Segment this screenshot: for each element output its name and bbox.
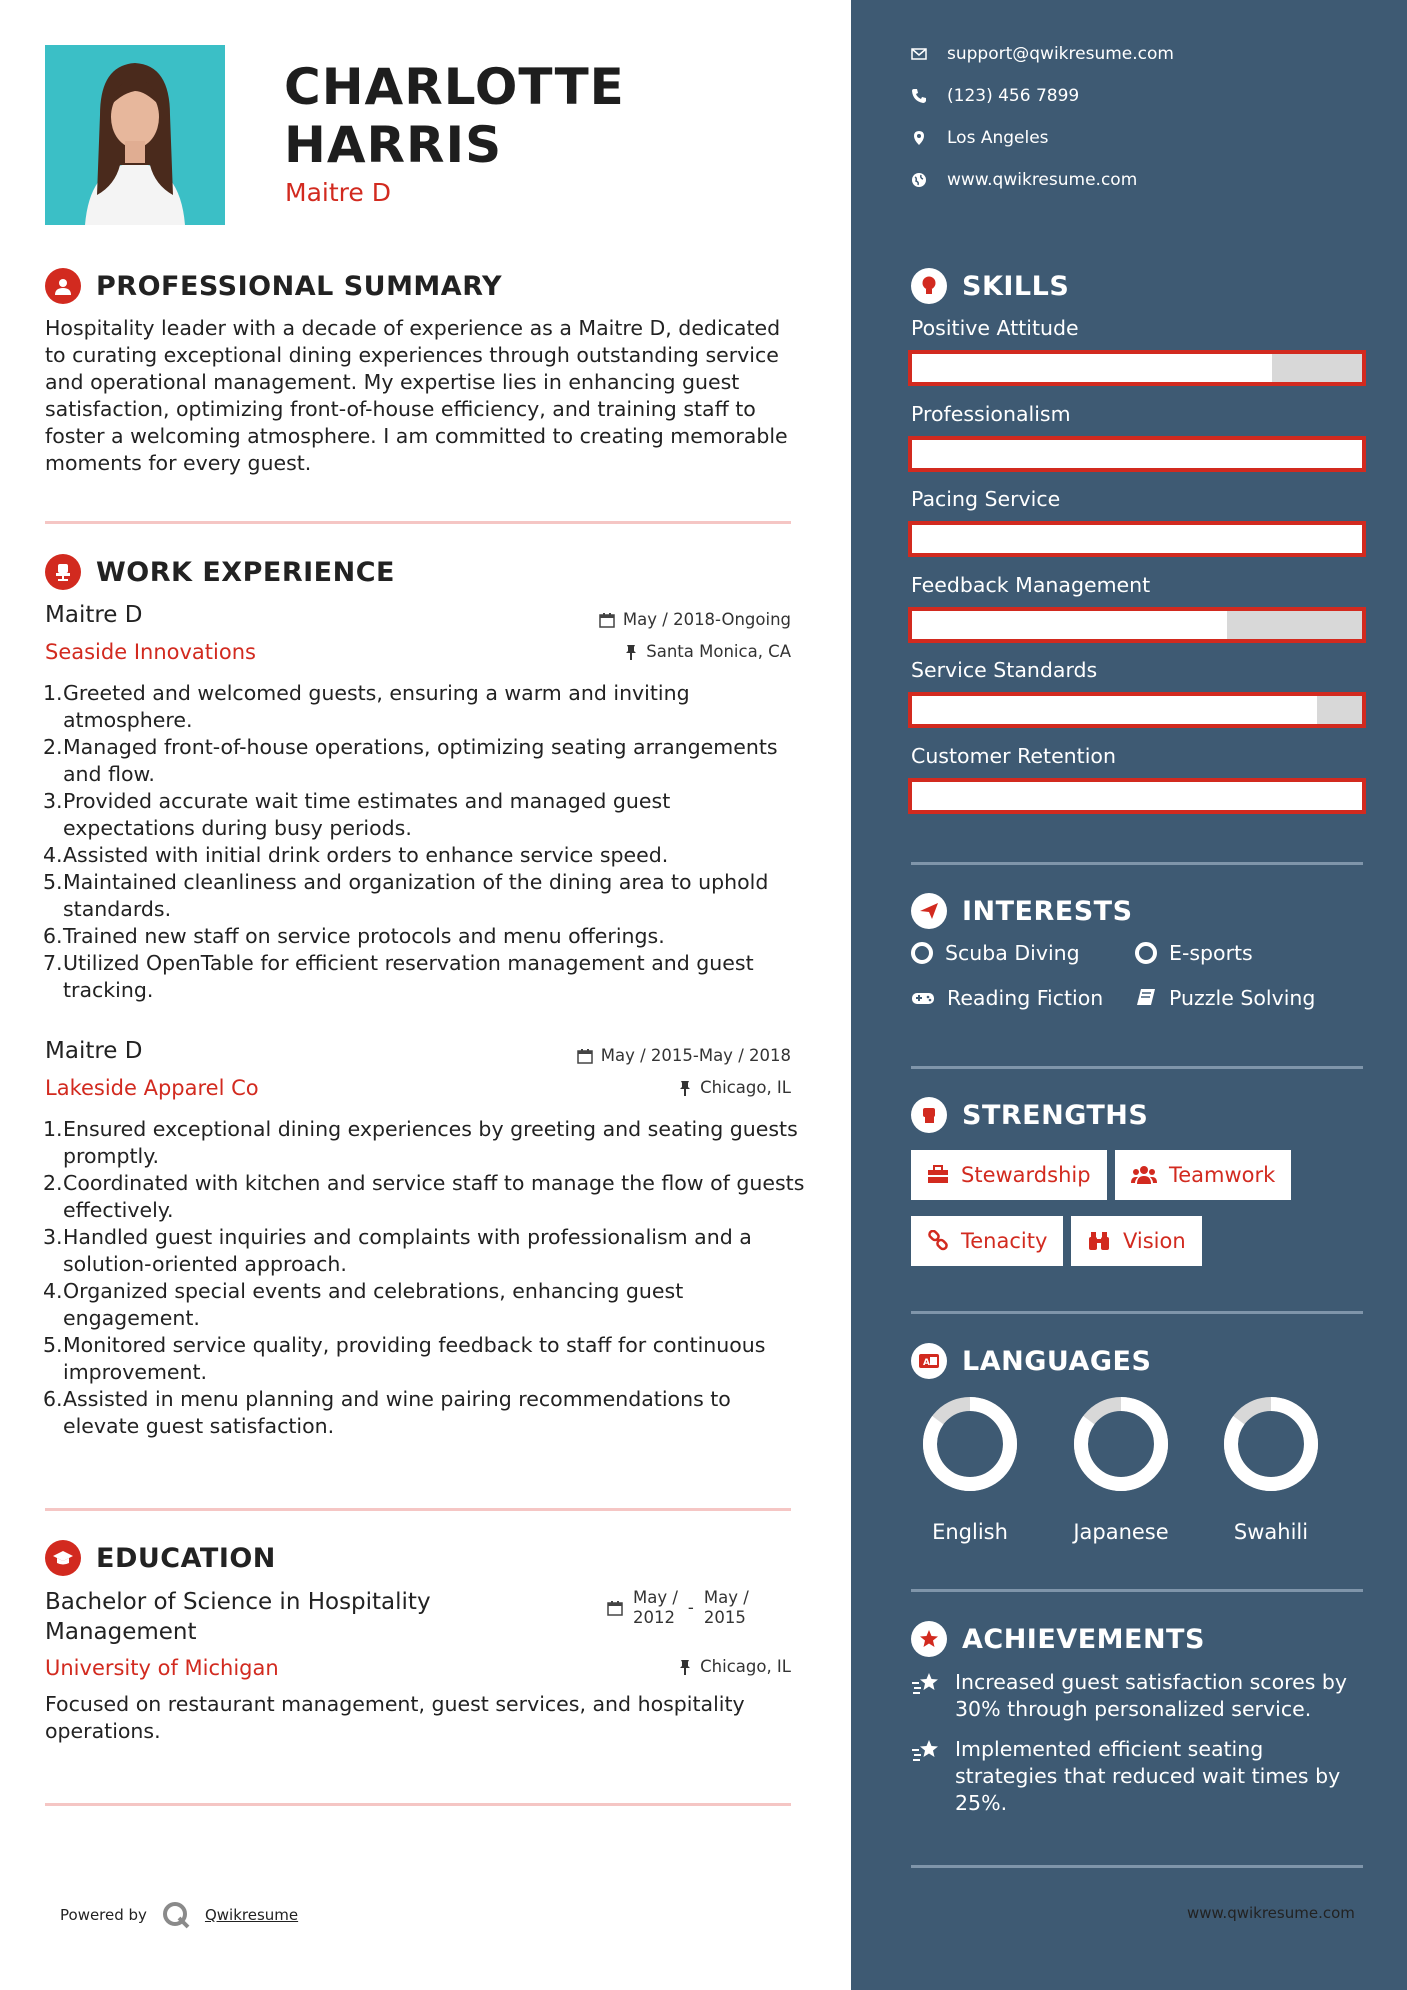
education-header (45, 1540, 276, 1576)
skill-name: Professionalism (911, 401, 1071, 426)
strengths-header (911, 1097, 1148, 1133)
skill-name: Pacing Service (911, 487, 1061, 511)
language-item (1061, 1396, 1181, 1544)
strength-label: Tenacity (961, 1229, 1048, 1253)
shooting-star-icon (911, 1671, 941, 1697)
duty-item: Trained new staff on service protocols and menu offerings. (63, 924, 665, 948)
strength-label: Vision (1123, 1229, 1186, 1253)
job-1-location (624, 642, 791, 661)
divider (911, 1066, 1363, 1069)
language-item (1211, 1396, 1331, 1544)
divider (45, 1803, 791, 1806)
strength-label: Teamwork (1169, 1163, 1276, 1187)
duty-item: Coordinated with kitchen and service staff to manage the flow of guests effectively. (63, 1171, 805, 1222)
strength-badge (1071, 1216, 1202, 1266)
duty-item: Assisted with initial drink orders to enhance service speed. (63, 843, 669, 867)
map-pin-icon (911, 130, 927, 146)
interest-label: Puzzle Solving (1169, 986, 1316, 1010)
contact-phone[interactable] (911, 86, 1079, 106)
achievement-text: Increased guest satisfaction scores by 30% through personalized service. (955, 1670, 1348, 1721)
interests-heading: INTERESTS (962, 895, 1133, 927)
qwikresume-link[interactable]: Qwikresume (204, 1906, 299, 1924)
degree-line-2: Management (45, 1619, 197, 1645)
skill-bar-fill (912, 525, 1362, 553)
job-1-dates (599, 610, 791, 629)
degree-line-1: Bachelor of Science in Hospitality (45, 1589, 431, 1615)
skill-name: Feedback Management (911, 572, 1151, 597)
job-2-company: Lakeside Apparel Co (45, 1076, 259, 1100)
star-badge-icon (911, 1621, 947, 1657)
interest-item (911, 941, 1080, 965)
language-name: English (932, 1520, 1008, 1544)
skill-bar (908, 436, 1366, 472)
divider (911, 1311, 1363, 1314)
languages-heading: LANGUAGES (962, 1345, 1152, 1377)
education-start-year: 2012 (633, 1608, 675, 1627)
language-item (910, 1396, 1030, 1544)
achievement-item (911, 1669, 1371, 1723)
language-name: Japanese (1073, 1520, 1169, 1544)
strength-badge (911, 1216, 1063, 1266)
interest-label: Reading Fiction (947, 986, 1104, 1010)
gamepad-icon (911, 989, 935, 1007)
briefcase-icon (927, 1165, 949, 1185)
calendar-icon (599, 612, 615, 628)
svg-text:A: A (923, 1358, 930, 1368)
language-name: Swahili (1233, 1520, 1309, 1544)
divider (45, 521, 791, 524)
job-1-company: Seaside Innovations (45, 640, 256, 664)
candidate-name (284, 58, 625, 174)
achievement-item (911, 1736, 1371, 1817)
duty-item: Utilized OpenTable for efficient reservation management and guest tracking. (63, 951, 754, 1002)
duty-item: Ensured exceptional dining experiences by greeting and seating guests promptly. (63, 1117, 798, 1168)
graduation-icon (45, 1540, 81, 1576)
duty-item: Organized special events and celebrations, enhancing guest engagement. (63, 1279, 684, 1330)
summary-text: Hospitality leader with a decade of experience as a Maitre D, dedicated to curating exceptional dining experiences through outstanding service and operational management. My expertise lies in enhancing guest satisfaction, optimizing front-of-house efficiency, and training staff to foster a welcoming atmosphere. I am committed to creating memorable moments for every guest. (45, 316, 788, 475)
fist-icon (911, 1097, 947, 1133)
divider (911, 1589, 1363, 1592)
lightbulb-icon (911, 268, 947, 304)
contact-website[interactable] (911, 170, 1137, 190)
education-start (633, 1588, 678, 1628)
lifebuoy-icon (1135, 942, 1157, 964)
name-first: CHARLOTTE (284, 58, 625, 116)
skill-bar-fill (912, 696, 1317, 724)
duty-item: Assisted in menu planning and wine pairing recommendations to elevate guest satisfaction. (63, 1387, 731, 1438)
divider (911, 1865, 1363, 1868)
divider (45, 1508, 791, 1511)
pin-icon (678, 1659, 692, 1675)
job-1-dates-text: May / 2018-Ongoing (622, 610, 791, 629)
envelope-icon (911, 46, 927, 62)
education-location-text: Chicago, IL (700, 1657, 791, 1676)
name-last: HARRIS (284, 116, 503, 174)
duty-item: Handled guest inquiries and complaints with professionalism and a solution-oriented approach. (63, 1225, 752, 1276)
skills-header (911, 268, 1069, 304)
duty-item: Greeted and welcomed guests, ensuring a warm and inviting atmosphere. (63, 681, 690, 732)
contact-phone-text: (123) 456 7899 (947, 86, 1080, 106)
education-end-year: 2015 (703, 1608, 746, 1627)
lifebuoy-icon (911, 942, 933, 964)
skill-name: Service Standards (911, 658, 1098, 682)
education-end-month: May / (703, 1588, 749, 1607)
profile-photo (45, 45, 225, 225)
strengths-heading: STRENGTHS (962, 1099, 1149, 1131)
interest-item (911, 986, 1103, 1010)
education-dates (607, 1588, 749, 1628)
skill-name: Positive Attitude (911, 316, 1079, 340)
language-ring (1223, 1396, 1319, 1492)
job-2-dates-text: May / 2015-May / 2018 (600, 1046, 791, 1065)
education-date-dash: - (687, 1598, 694, 1617)
skill-bar (908, 692, 1366, 728)
skill-bar-fill (912, 354, 1272, 382)
skill-bar (908, 350, 1366, 386)
paper-plane-icon (911, 893, 947, 929)
degree (45, 1587, 431, 1647)
language-ring (1073, 1396, 1169, 1492)
contact-website-text: www.qwikresume.com (947, 170, 1138, 190)
job-2-dates (577, 1046, 791, 1065)
duty-item: Provided accurate wait time estimates and managed guest expectations during busy periods. (63, 789, 671, 840)
translate-icon (911, 1343, 947, 1379)
work-heading: WORK EXPERIENCE (96, 556, 395, 588)
education-start-month: May / (633, 1588, 678, 1607)
strength-label: Stewardship (961, 1163, 1091, 1187)
job-title: Maitre D (285, 178, 391, 207)
job-1-title: Maitre D (45, 602, 143, 628)
contact-email-text: support@qwikresume.com (947, 44, 1174, 64)
skill-bar-fill (912, 782, 1362, 810)
skill-bar (908, 607, 1366, 643)
users-icon (1131, 1165, 1157, 1185)
job-1-location-text: Santa Monica, CA (646, 642, 791, 661)
achievements-header (911, 1621, 1205, 1657)
book-icon (1135, 987, 1157, 1009)
job-2-duties (45, 1116, 805, 1440)
school: University of Michigan (45, 1656, 279, 1680)
skill-bar-fill (912, 440, 1362, 468)
education-location (678, 1657, 791, 1676)
skill-bar-fill (912, 611, 1227, 639)
duty-item: Monitored service quality, providing feedback to staff for continuous improvement. (63, 1333, 766, 1384)
job-2-title: Maitre D (45, 1038, 143, 1064)
contact-email[interactable] (911, 44, 1174, 64)
strength-badge (911, 1150, 1107, 1200)
summary-heading: PROFESSIONAL SUMMARY (96, 270, 503, 302)
summary-header (45, 268, 502, 304)
user-icon (45, 268, 81, 304)
skill-bar (908, 521, 1366, 557)
interest-item (1135, 986, 1315, 1010)
pin-icon (678, 1080, 692, 1096)
job-1-duties (45, 680, 805, 1004)
education-description: Focused on restaurant management, guest services, and hospitality operations. (45, 1692, 745, 1743)
duty-item: Managed front-of-house operations, optimizing seating arrangements and flow. (63, 735, 778, 786)
skill-bar (908, 778, 1366, 814)
skills-heading: SKILLS (962, 270, 1070, 302)
languages-header (911, 1343, 1151, 1379)
duty-item: Maintained cleanliness and organization of the dining area to uphold standards. (63, 870, 769, 921)
contact-location-text: Los Angeles (947, 128, 1049, 148)
globe-icon (911, 172, 927, 188)
phone-icon (911, 88, 927, 104)
contact-location (911, 128, 1049, 148)
link-icon (927, 1230, 949, 1252)
education-end (704, 1588, 749, 1628)
interests-header (911, 893, 1133, 929)
divider (911, 862, 1363, 865)
education-heading: EDUCATION (96, 1542, 276, 1574)
calendar-icon (577, 1048, 593, 1064)
qwikresume-logo-icon (161, 1900, 191, 1930)
pin-icon (624, 644, 638, 660)
powered-by-label: Powered by (60, 1906, 147, 1924)
job-2-location-text: Chicago, IL (700, 1078, 791, 1097)
job-2-location (678, 1078, 791, 1097)
chair-icon (45, 554, 81, 590)
binoculars-icon (1087, 1230, 1111, 1252)
calendar-icon (607, 1600, 623, 1616)
strength-badge (1115, 1150, 1291, 1200)
interest-label: Scuba Diving (945, 941, 1080, 965)
work-header (45, 554, 395, 590)
interest-label: E-sports (1169, 941, 1253, 965)
skill-name: Customer Retention (911, 743, 1116, 768)
footer-website[interactable]: www.qwikresume.com (1187, 1904, 1355, 1922)
language-ring (922, 1396, 1018, 1492)
powered-by (60, 1900, 298, 1930)
shooting-star-icon (911, 1738, 941, 1764)
interest-item (1135, 941, 1253, 965)
achievements-heading: ACHIEVEMENTS (962, 1623, 1205, 1655)
achievement-text: Implemented efficient seating strategies that reduced wait times by 25%. (955, 1737, 1341, 1815)
